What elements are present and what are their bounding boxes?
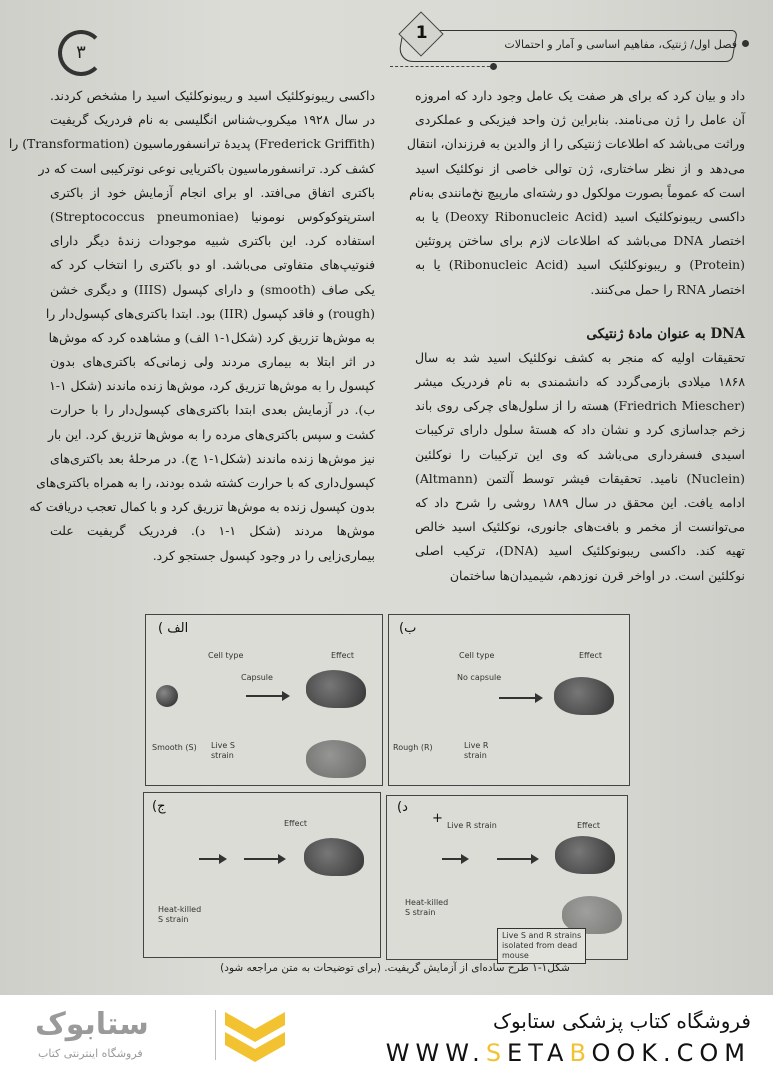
text-line: ب). در آزمایش بعدی ابتدا باکتری‌های کپسول‌دار را با حرارت [50, 402, 375, 418]
logo-chevron-icon [225, 1007, 285, 1067]
text-line: (Frederick Griffith) پدیدهٔ ترانسفورماسیون (Transformation) را [8, 136, 375, 152]
text-line: نوکلئین است. در اواخر قرن نوزدهم، شیمیدان‌ها ساختمان [449, 567, 745, 583]
mouse-icon [306, 670, 366, 708]
text-line: در اثر ابتلا به بیماری مردند ولی زمانی‌که باکتری‌های بدون [50, 354, 375, 370]
strain-label: Live S strain [211, 741, 235, 760]
left-column [8, 84, 375, 568]
arrow-icon [244, 858, 284, 860]
url-part: WWW. [385, 1039, 486, 1067]
text-line: است که عموماً بصورت مولکول دو رشته‌ای مارپیچ نخ‌مانندی به‌نام [409, 184, 745, 200]
effect-label: Effect [577, 821, 601, 830]
text-line: زخم جداسازی کرد و نشان داد که هستهٔ سلول دارای ترکیبات [415, 422, 745, 438]
text-line: داکسی ریبونوکلئیک اسید (Deoxy Ribonucleic Acid) یا به [415, 208, 746, 224]
chapter-title: فصل اول/ ژنتیک، مفاهیم اساسی و آمار و احتمالات [504, 38, 737, 51]
text-line: اختصار DNA می‌باشد که اطلاعات لازم برای ساختن پروتئین [415, 233, 745, 249]
page-number: ۳ [58, 30, 104, 76]
text-line: (rough) و فاقد کپسول (IIR) بود. ابتدا باکتری‌های کپسول‌دار را [45, 305, 375, 321]
divider-dot [490, 63, 497, 70]
logo-divider [215, 1010, 216, 1060]
text-line: داکسی ریبونوکلئیک اسید و ریبونوکلئیک اسید را مشخص کردند. [50, 88, 375, 103]
text-line: می‌توانست از مخمر و بافت‌های جانوری، نوکلئیک اسید خالص [415, 519, 745, 535]
divider-dot [742, 40, 749, 47]
website-url[interactable] [386, 1039, 751, 1067]
text-line: یکی صاف (smooth) و دارای کپسول (IIIS) و دیگری خشن [50, 281, 375, 297]
text-line: (Nuclein) نامید. تحقیقات فیشر توسط آلتمن (Altmann) [415, 470, 745, 486]
text-line: نیز موش‌ها زنده ماندند (شکل۱-۱ ج). در مرحلهٔ بعد باکتری‌های [50, 450, 375, 466]
url-part: OOK.COM [591, 1039, 751, 1067]
cell-type-label: Cell type [459, 651, 495, 660]
capsule-label: Capsule [241, 673, 273, 682]
right-column [406, 84, 746, 588]
text-line: می‌دهد و از نظر ساختاری، ژن توالی خاصی از نوکلئیک اسید [415, 160, 745, 176]
text-line: (Protein) و ریبونوکلئیک اسید (Ribonucleic Acid) یا به [415, 257, 745, 273]
capsule-label: No capsule [457, 673, 502, 682]
footer-banner [0, 995, 773, 1080]
arrow-icon [246, 695, 288, 697]
section-heading: DNA به عنوان مادهٔ ژنتیکی [586, 325, 745, 342]
header-divider [390, 66, 495, 67]
text-line: وراثت می‌باشد که اطلاعات ژنتیکی را از والدین به فرزندان، انتقال [406, 136, 745, 152]
text-line: داد و بیان کرد که برای هر صفت یک عامل وجود دارد که امروزه [415, 88, 745, 103]
colony-icon [156, 685, 178, 707]
figure-panel-c [143, 792, 381, 958]
effect-label: Effect [579, 651, 603, 660]
text-line: کپسول‌داری که با حرارت کشته شده بودند، را به همراه باکتری‌های [36, 475, 375, 490]
text-line: استفاده کرد. این باکتری شبیه موجودات زندهٔ دیگر دارای [50, 233, 375, 249]
plus-sign: + [432, 811, 443, 826]
url-part: ETA [507, 1039, 570, 1067]
text-line: (Friedrich Miescher) هسته را از سلول‌های چرکی روی باند [415, 398, 746, 414]
text-line: تحقیقات اولیه که منجر به کشف نوکلئیک اسید شد به سال [415, 349, 745, 365]
text-line: اسیدی فسفرداری می‌باشد که وی این ترکیبات را نوکلئین [415, 446, 745, 462]
text-line: ۱۸۶۸ میلادی بازمی‌گردد که دانشمندی به نام فردریک میشر [415, 374, 745, 390]
panel-label: ج) [152, 799, 166, 814]
strain-label: Live R strain [464, 741, 489, 760]
spacer [415, 302, 745, 322]
logo-subtitle: فروشگاه اینترنتی کتاب [38, 1047, 143, 1060]
url-part: S [485, 1039, 508, 1067]
text-line: ادامه یافت. این محقق در سال ۱۸۸۹ روشی را شرح داد که [415, 495, 745, 510]
figure-panel-d [386, 795, 628, 960]
dead-mouse-icon [306, 740, 366, 778]
mouse-icon [554, 677, 614, 715]
arrow-icon [499, 697, 541, 699]
text-line: آن عامل را ژن می‌نامند. بنابراین ژن واحد فیزیکی و عملکردی [415, 112, 745, 128]
cell-type-label: Cell type [208, 651, 244, 660]
text-line: بدون کپسول زنده به موش‌ها تزریق کرد و با کمال تعجب دریافت که [29, 499, 375, 515]
text-line: موش‌ها مردند (شکل ۱-۱ د). فردریک گریفیت علت [50, 523, 375, 539]
source-label: Rough (R) [393, 743, 433, 752]
text-line: باکتری اتفاق می‌افتد. او برای انجام آزمایش خود از باکتری [50, 184, 375, 200]
figure-panel-b [388, 614, 630, 786]
arrow-icon [497, 858, 537, 860]
shop-name: فروشگاه کتاب پزشکی ستابوک [493, 1009, 751, 1033]
figure-caption: شکل۱-۱ طرح ساده‌ای از آزمایش گریفیت. (برای توضیحات به متن مراجعه شود) [220, 962, 570, 974]
strain-label: Heat-killed S strain [405, 898, 449, 917]
text-line: کپسول را به موش‌ها تزریق کرد، موش‌ها زنده ماندند (شکل ۱-۱ [49, 378, 375, 394]
text-line: استرپتوکوکوس نومونیا (Streptococcus pneumoniae) [50, 208, 375, 224]
panel-label: الف ) [158, 621, 189, 636]
arrow-icon [199, 858, 225, 860]
url-part: B [569, 1039, 592, 1067]
text-line: به موش‌ها تزریق کرد (شکل۱-۱ الف) و مشاهده کرد که موش‌ها [48, 329, 375, 345]
effect-label: Effect [284, 819, 308, 828]
logo-text: ستابوک [35, 1007, 149, 1042]
text-line: اختصار RNA را حمل می‌کنند. [590, 281, 745, 297]
text-line: بیماری‌زایی را در وجود کپسول جستجو کرد. [152, 547, 375, 563]
text-line: تهیه کند. داکسی ریبونوکلئیک اسید (DNA)، ترکیب اصلی [415, 543, 745, 559]
panel-label: د) [397, 800, 408, 815]
live-r-label: Live R strain [447, 821, 497, 830]
text-line: فنوتیپ‌های متفاوتی می‌باشد. او دو باکتری را انتخاب کرد که [50, 257, 375, 273]
arrow-icon [442, 858, 467, 860]
text-line: کشف کرد. ترانسفورماسیون باکتریایی نوعی نوترکیبی است که در [38, 160, 375, 176]
strain-label: Heat-killed S strain [158, 905, 202, 924]
mouse-icon [555, 836, 615, 874]
chapter-number: 1 [415, 23, 428, 44]
source-label: Smooth (S) [152, 743, 197, 752]
mouse-icon [304, 838, 364, 876]
result-box: Live S and R strains isolated from dead mouse [497, 928, 586, 964]
text-line: کشت و سپس باکتری‌های مرده را به موش‌ها تزریق کرد. این بار [48, 426, 375, 442]
panel-label: ب) [399, 621, 417, 636]
figure-panel-a [145, 614, 383, 786]
effect-label: Effect [331, 651, 355, 660]
text-line: در سال ۱۹۲۸ میکروب‌شناس انگلیسی به نام فردریک گریفیت [50, 112, 375, 128]
